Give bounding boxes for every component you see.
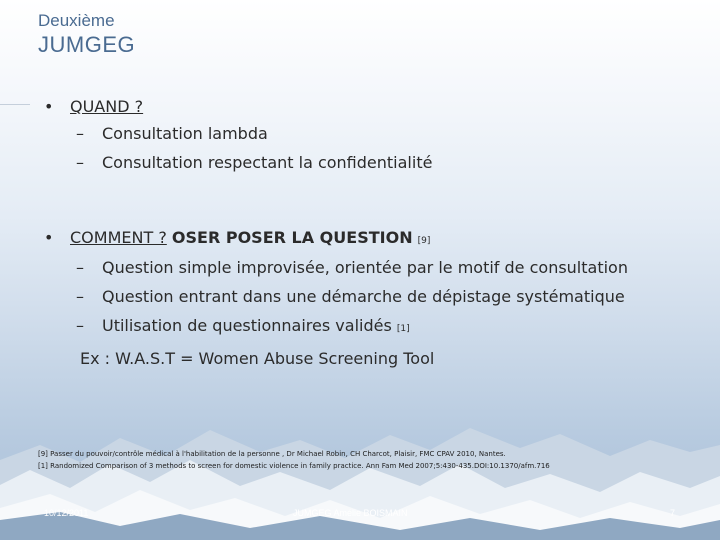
dash-icon: –: [76, 287, 84, 306]
reference-marker: [1]: [396, 324, 410, 334]
slide-content: [44, 95, 704, 373]
sub-item: [44, 253, 704, 282]
footnote: [9] Passer du pouvoir/contrôle médical à l'habilitation de la personne , Dr Michael Robin, CH Charcot, Plaisir, FMC CPAV 2010, Nantes.: [38, 450, 506, 458]
bullet-comment-emphasis: OSER POSER LA QUESTION: [171, 228, 413, 247]
dash-icon: –: [76, 258, 84, 277]
reference-marker: [9]: [417, 236, 431, 246]
bullet-dot-icon: •: [44, 97, 54, 116]
dash-icon: –: [76, 153, 84, 172]
dash-icon: –: [76, 316, 84, 335]
sub-item-text: Consultation respectant la confidentialité: [102, 153, 433, 172]
slide-number: 7: [670, 508, 676, 518]
header-title-line2: JUMGEG: [38, 32, 136, 57]
sub-item: [44, 119, 704, 148]
sub-item-text: Question simple improvisée, orientée par le motif de consultation: [102, 258, 628, 277]
header-divider: [0, 104, 30, 105]
footnote: [1] Randomized Comparison of 3 methods to screen for domestic violence in family practice. Ann Fam Med 2007;5:430-435.DOI:10.1370/afm.716: [38, 462, 550, 470]
sub-item-text: Utilisation de questionnaires validés: [102, 316, 392, 335]
dash-icon: –: [76, 124, 84, 143]
bullet-dot-icon: •: [44, 228, 54, 247]
bullet-comment-label: COMMENT ?: [70, 228, 167, 247]
bullet-quand-label: QUAND ?: [70, 97, 144, 116]
footer-author: JUMGEG Amélie BOISMAIN: [293, 508, 408, 518]
sub-item: [44, 311, 704, 344]
header-title-line1: Deuxième: [38, 11, 115, 30]
footnotes: [38, 448, 708, 472]
sub-item: [44, 282, 704, 311]
example-line: Ex : W.A.S.T = Women Abuse Screening Tool: [80, 349, 435, 368]
footer-date: 10/12/2011: [44, 508, 89, 518]
slide-header: [38, 12, 135, 56]
bullet-comment: [44, 226, 704, 253]
bullet-quand: [44, 95, 704, 119]
sub-item-text: Question entrant dans une démarche de dépistage systématique: [102, 287, 625, 306]
sub-item-text: Consultation lambda: [102, 124, 268, 143]
sub-item: [44, 148, 704, 177]
